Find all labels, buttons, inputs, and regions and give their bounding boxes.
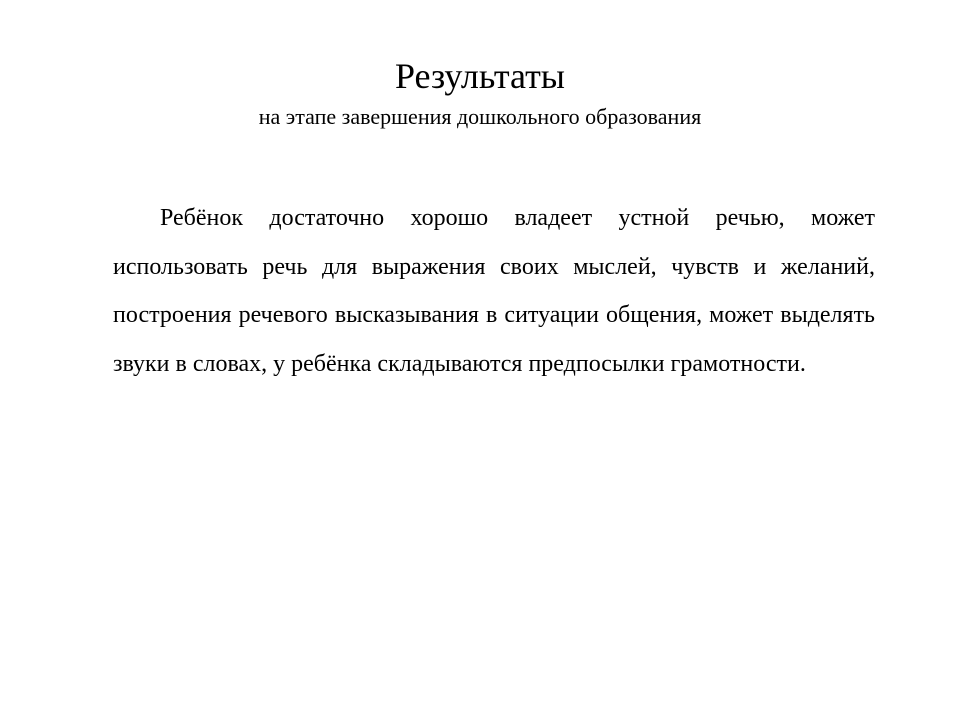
body-paragraph: Ребёнок достаточно хорошо владеет устной речью, может использовать речь для выражения своих мыслей, чувств и желаний, построения речевого высказывания в ситуации общения, может выделять звуки в словах, у ребёнка складываются предпосылки грамотности. — [113, 205, 875, 377]
slide-title: Результаты — [395, 56, 565, 96]
slide-subtitle: на этапе завершения дошкольного образования — [258, 104, 702, 129]
